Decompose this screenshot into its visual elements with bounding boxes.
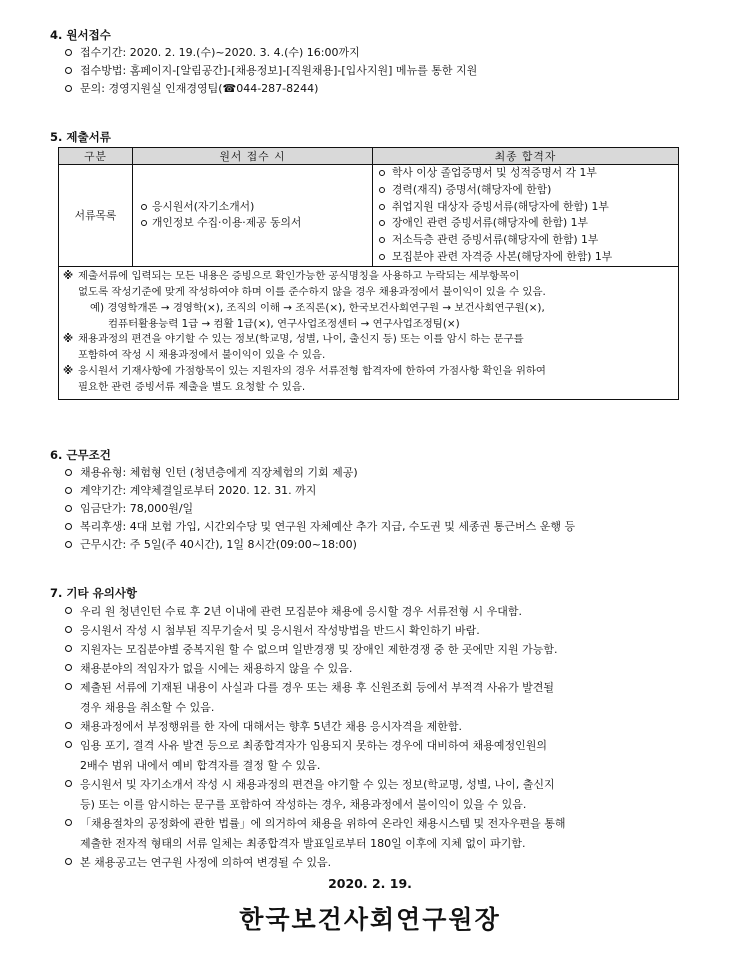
bullet-icon bbox=[141, 204, 147, 210]
list-item: 채용과정에서 부정행위를 한 자에 대해서는 향후 5년간 채용 응시자격을 제한함. bbox=[64, 717, 690, 736]
section-heading: 7. 기타 유의사항 bbox=[50, 586, 138, 600]
section-other-notes bbox=[50, 584, 690, 872]
list-item: 우리 원 청년인턴 수료 후 2년 이내에 관련 모집분야 채용에 응시할 경우 서류전형 시 우대함. bbox=[64, 602, 690, 621]
bullet-icon bbox=[379, 237, 385, 243]
documents-table bbox=[58, 147, 679, 400]
list-item: 응시원서 작성 시 첨부된 직무기술서 및 응시원서 작성방법을 반드시 확인하기 바람. bbox=[64, 621, 690, 640]
list-item: 모집분야 관련 자격증 사본(해당자에 한함) 1부 bbox=[377, 249, 678, 266]
work-conditions-list bbox=[50, 464, 690, 554]
bullet-icon bbox=[65, 858, 72, 865]
bullet-icon bbox=[379, 187, 385, 193]
note-item: ※ 제출서류에 입력되는 모든 내용은 증빙으로 확인가능한 공식명칭을 사용하고 누락되는 세부항목이 없도록 작성기준에 맞게 작성하여야 하며 이를 준수하지 않을 경우 채용과정에서 불이익이 있을 수 있음. 예) 경영학개론 → 경영학(×), 조직의 이해 → 조직론(×), 한국보건사회연구원 → 보건사회연구원(×), 컴퓨터활용능력 1급 → 컴활 1급(×), 연구사업조정센터 → 연구사업조정팀(×) bbox=[63, 269, 546, 330]
bullet-icon bbox=[65, 607, 72, 614]
list-item: 취업지원 대상자 증빙서류(해당자에 한함) 1부 bbox=[377, 199, 678, 216]
bullet-icon bbox=[141, 220, 147, 226]
list-item: 경력(재직) 증명서(해당자에 한함) bbox=[377, 182, 678, 199]
section-work-conditions bbox=[50, 446, 690, 554]
bullet-icon bbox=[65, 49, 72, 56]
list-item: 문의: 경영지원실 인재경영팀(☎044-287-8244) bbox=[64, 80, 690, 98]
bullet-icon bbox=[65, 780, 72, 787]
list-item: 제출된 서류에 기재된 내용이 사실과 다를 경우 또는 채용 후 신원조회 등에서 부적격 사유가 발견될 경우 채용을 취소할 수 있음. bbox=[64, 678, 690, 717]
bullet-icon bbox=[65, 819, 72, 826]
list-item: 채용분야의 적임자가 없을 시에는 채용하지 않을 수 있음. bbox=[64, 659, 690, 678]
list-item: 임금단가: 78,000원/일 bbox=[64, 500, 690, 518]
section-heading: 4. 원서접수 bbox=[50, 28, 111, 42]
bullet-icon bbox=[65, 469, 72, 476]
list-item: 「채용절차의 공정화에 관한 법률」에 의거하여 채용을 위하여 온라인 채용시스템 및 전자우편을 통해 제출한 전자적 형태의 서류 일체는 최종합격자 발표일로부터 180일 이후에 지체 없이 파기함. bbox=[64, 814, 690, 853]
bullet-icon bbox=[65, 487, 72, 494]
header-final: 최종 합격자 bbox=[373, 148, 679, 165]
list-item: 임용 포기, 결격 사유 발견 등으로 최종합격자가 임용되지 못하는 경우에 대비하여 채용예정인원의 2배수 범위 내에서 예비 합격자를 결정 할 수 있음. bbox=[64, 736, 690, 775]
bullet-icon bbox=[379, 254, 385, 260]
bullet-icon bbox=[65, 664, 72, 671]
bullet-icon bbox=[65, 85, 72, 92]
bullet-icon bbox=[379, 220, 385, 226]
header-category: 구분 bbox=[59, 148, 133, 165]
list-item: 학사 이상 졸업증명서 및 성적증명서 각 1부 bbox=[377, 165, 678, 182]
bullet-icon bbox=[65, 683, 72, 690]
bullet-icon bbox=[65, 67, 72, 74]
list-item: 저소득층 관련 증빙서류(해당자에 한함) 1부 bbox=[377, 232, 678, 249]
note-mark-icon: ※ bbox=[63, 269, 74, 282]
notes-cell bbox=[59, 266, 679, 399]
note-item: ※ 응시원서 기재사항에 가점항목이 있는 지원자의 경우 서류전형 합격자에 한하여 가점사항 확인을 위하여 필요한 관련 증빙서류 제출을 별도 요청할 수 있음. bbox=[63, 365, 546, 394]
list-item: 계약기간: 계약체결일로부터 2020. 12. 31. 까지 bbox=[64, 482, 690, 500]
other-notes-list bbox=[50, 602, 690, 872]
organization-name: 한국보건사회연구원장 bbox=[239, 905, 501, 934]
list-item: 접수기간: 2020. 2. 19.(수)~2020. 3. 4.(수) 16:00까지 bbox=[64, 44, 690, 62]
bullet-icon bbox=[65, 645, 72, 652]
table-row bbox=[59, 266, 679, 399]
note-mark-icon: ※ bbox=[63, 333, 74, 346]
list-item: 응시원서(자기소개서) bbox=[141, 199, 372, 215]
bullet-icon bbox=[65, 626, 72, 633]
table-row bbox=[59, 165, 679, 267]
bullet-icon bbox=[65, 523, 72, 530]
bullet-icon bbox=[65, 722, 72, 729]
category-cell: 서류목록 bbox=[59, 165, 133, 267]
list-item: 복리후생: 4대 보험 가입, 시간외수당 및 연구원 자체예산 추가 지급, 수도권 및 세종권 통근버스 운행 등 bbox=[64, 518, 690, 536]
list-item: 장애인 관련 증빙서류(해당자에 한함) 1부 bbox=[377, 215, 678, 232]
section-heading: 6. 근무조건 bbox=[50, 448, 111, 462]
announcement-date: 2020. 2. 19. bbox=[328, 876, 412, 891]
bullet-icon bbox=[65, 741, 72, 748]
section-application bbox=[50, 26, 690, 98]
list-item: 개인정보 수집·이용·제공 동의서 bbox=[141, 215, 372, 231]
section-documents bbox=[50, 128, 690, 400]
list-item: 접수방법: 홈페이지-[알림공간]-[채용정보]-[직원채용]-[입사지원] 메뉴를 통한 지원 bbox=[64, 62, 690, 80]
note-item: ※ 채용과정의 편견을 야기할 수 있는 정보(학교명, 성별, 나이, 출신지 등) 또는 이를 암시 하는 문구를 포함하여 작성 시 채용과정에서 불이익이 있을 수 있음. bbox=[63, 333, 524, 362]
final-cell bbox=[373, 165, 679, 267]
bullet-icon bbox=[379, 170, 385, 176]
bullet-icon bbox=[65, 541, 72, 548]
list-item: 응시원서 및 자기소개서 작성 시 채용과정의 편견을 야기할 수 있는 정보(학교명, 성별, 나이, 출신지 등) 또는 이를 암시하는 문구를 포함하여 작성하는 경우, 채용과정에서 불이익이 있을 수 있음. bbox=[64, 775, 690, 814]
note-mark-icon: ※ bbox=[63, 365, 74, 378]
list-item: 근무시간: 주 5일(주 40시간), 1일 8시간(09:00~18:00) bbox=[64, 536, 690, 554]
bullet-icon bbox=[379, 204, 385, 210]
list-item: 지원자는 모집분야별 중복지원 할 수 없으며 일반경쟁 및 장애인 제한경쟁 중 한 곳에만 지원 가능함. bbox=[64, 640, 690, 659]
list-item: 채용유형: 체험형 인턴 (청년층에게 직장체험의 기회 제공) bbox=[64, 464, 690, 482]
list-item: 본 채용공고는 연구원 사정에 의하여 변경될 수 있음. bbox=[64, 853, 690, 872]
table-header-row bbox=[59, 148, 679, 165]
apply-cell bbox=[133, 165, 373, 267]
application-list bbox=[50, 44, 690, 98]
section-heading: 5. 제출서류 bbox=[50, 130, 111, 144]
header-apply: 원서 접수 시 bbox=[133, 148, 373, 165]
bullet-icon bbox=[65, 505, 72, 512]
